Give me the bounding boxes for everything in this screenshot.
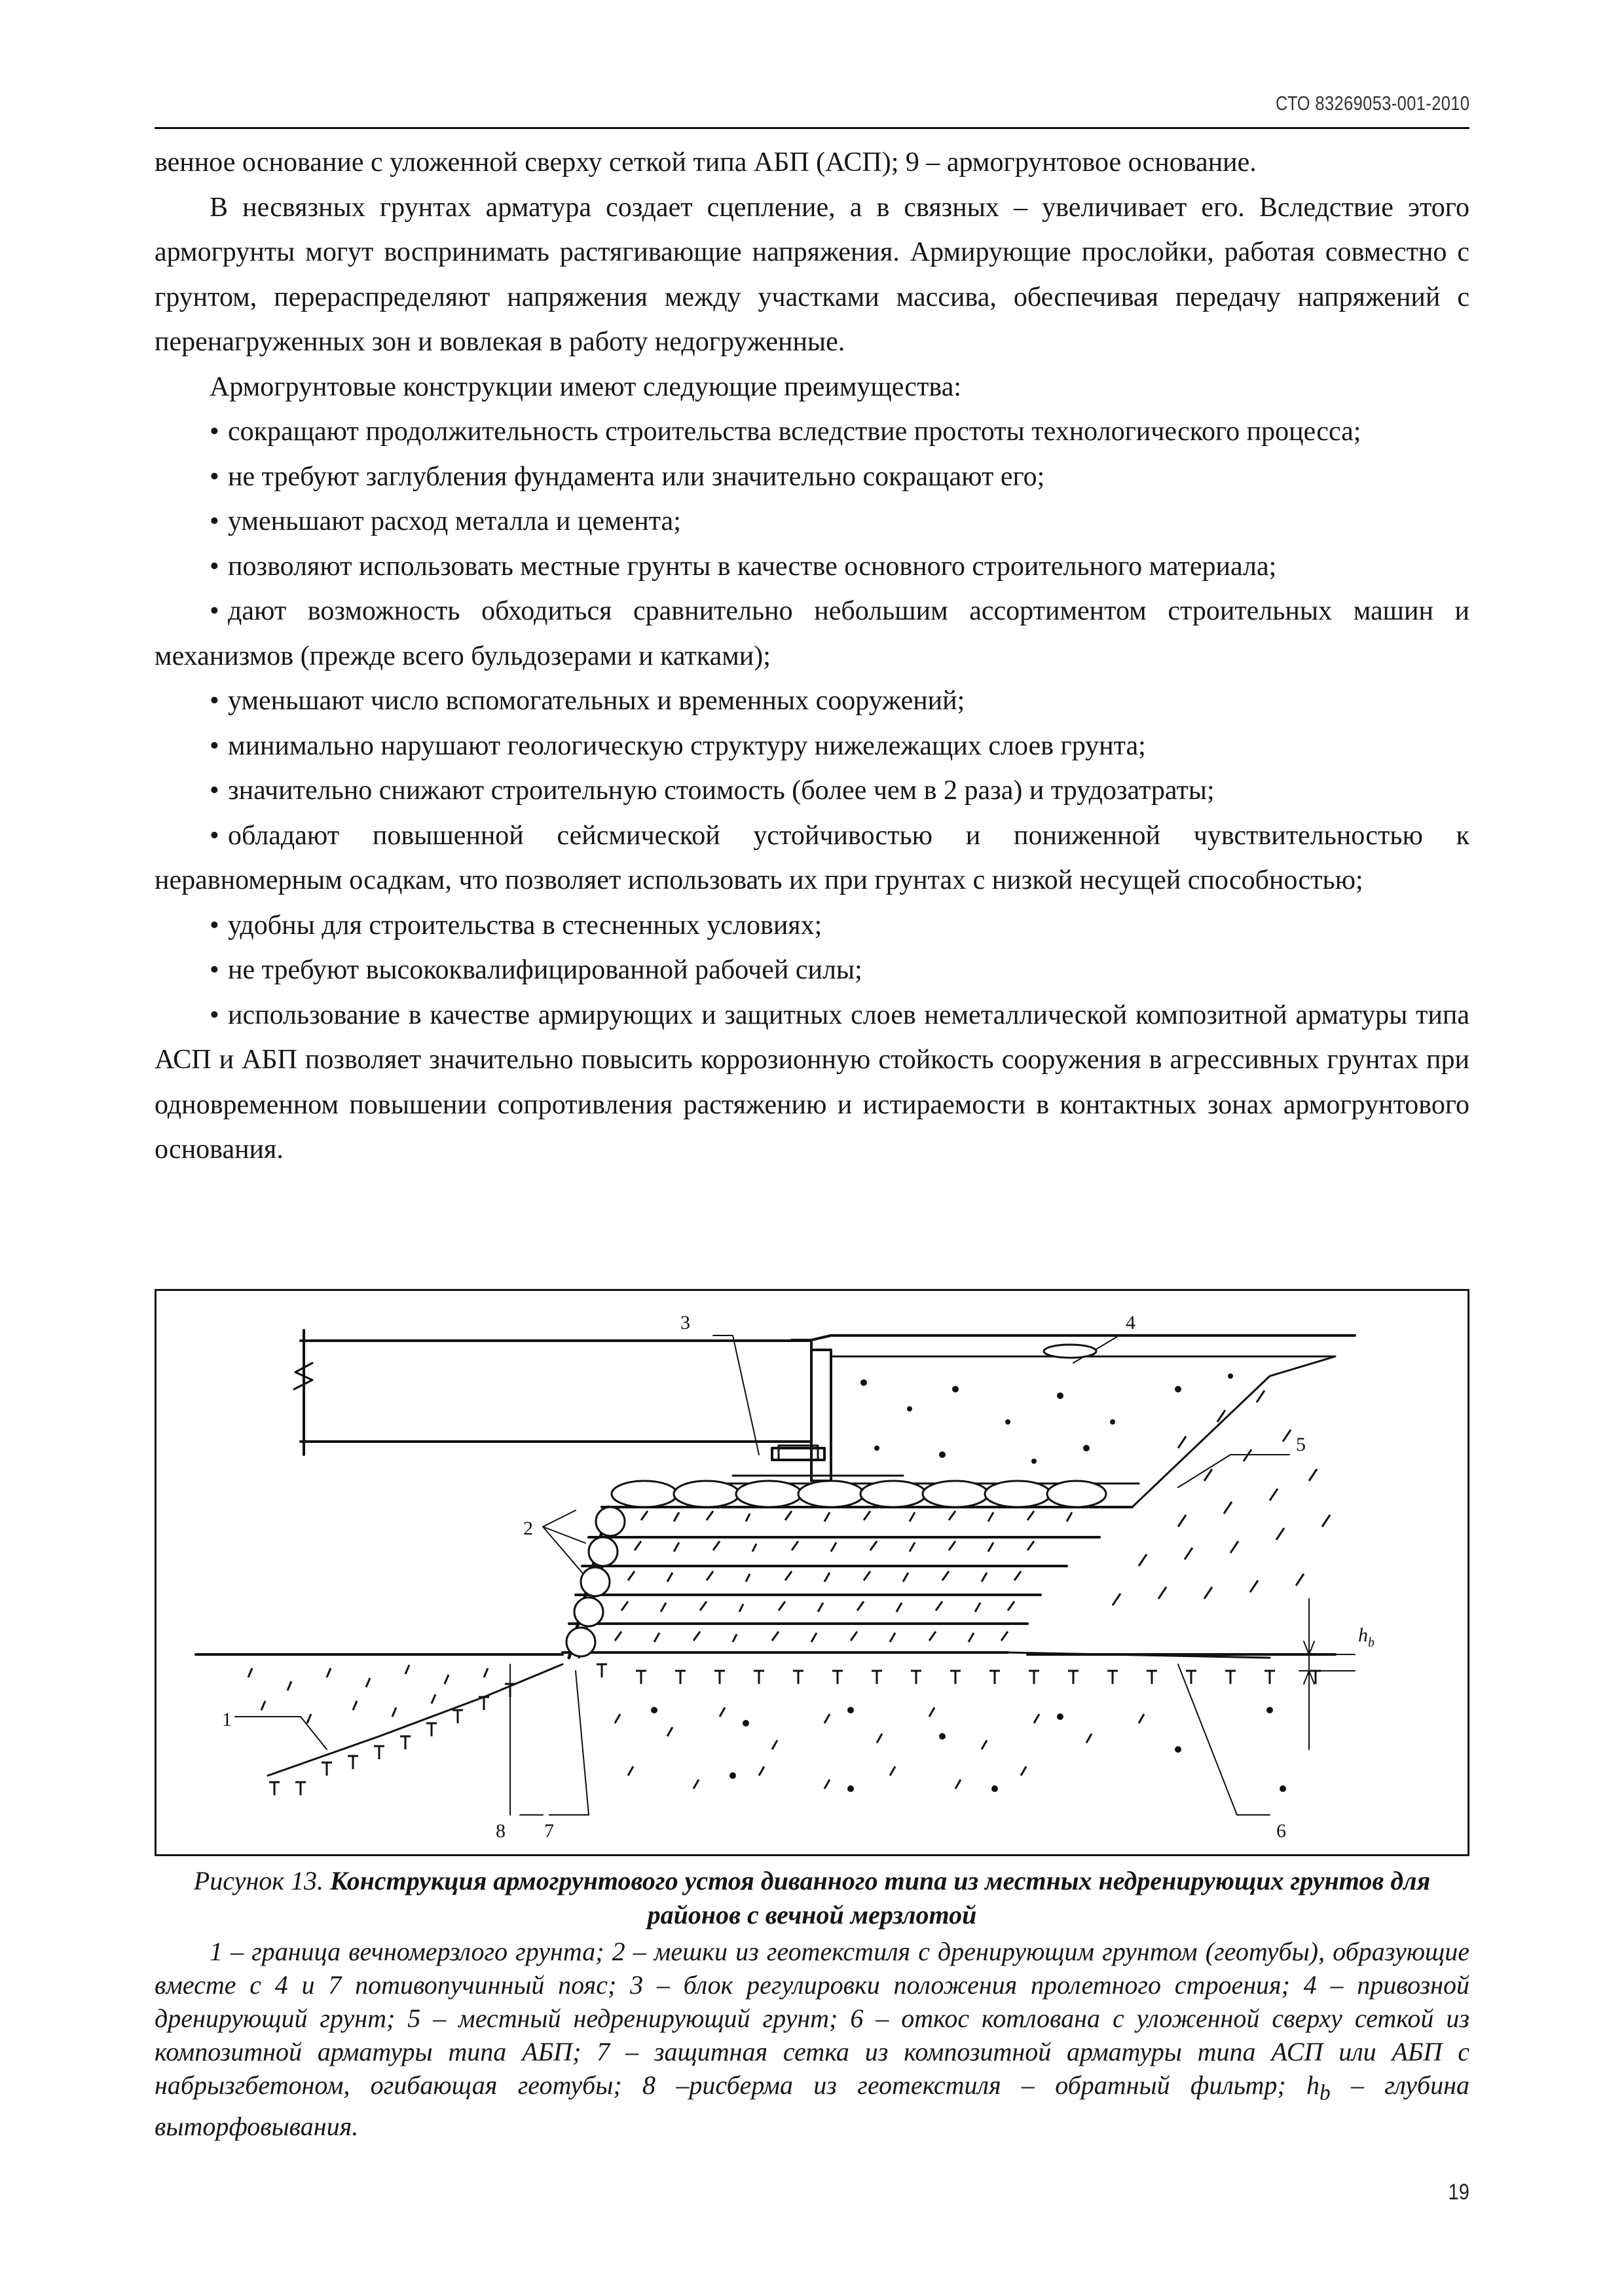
bearing-block [772, 1448, 824, 1460]
leader-5 [1178, 1455, 1289, 1487]
bullet-icon: • [210, 596, 219, 626]
body-text [155, 140, 1469, 1172]
leader-7 [549, 1671, 589, 1815]
bullet-icon: • [210, 730, 219, 761]
label-5: 5 [1296, 1434, 1306, 1455]
caption-legend [155, 1935, 1469, 2143]
bullet-icon: • [210, 820, 219, 851]
list-item: • позволяют использовать местные грунты в качестве основного строительного материала; [155, 544, 1469, 589]
label-8: 8 [496, 1820, 506, 1842]
break-symbol [294, 1363, 312, 1389]
legend-text: 1 – граница вечномерзлого грунта; 2 – мешки из геотекстиля с дренирующим грунтом (геотубы), образующие вместе с 4 и 7 потивопучинный пояс; 3 – блок регулировки положения пролетного строения; 4 – привозной дренирующий грунт; 5 – местный недренирующий грунт; 6 – откос котлована с уложенной сверху сеткой из композитной арматуры типа АБП; 7 – защитная сетка из композитной арматуры типа АСП или АБП с набрызгбетоном, огибающая геотубы; 8 –рисберма из геотекстиля – обратный фильтр; [155, 1937, 1469, 2100]
leader-3 [713, 1335, 759, 1455]
geotube-bags [566, 1345, 1106, 1656]
list-item: • удобны для строительства в стесненных условиях; [155, 903, 1469, 948]
legend-hb: $h_b$ [1306, 2070, 1331, 2105]
permafrost-boundary [268, 1664, 563, 1776]
list-item: • обладают повышенной сейсмической устойчивостью и пониженной чувствительностью к неравномерным осадкам, что позволяет использовать их при грунтах с низкой несущей способностью; [155, 813, 1469, 903]
soil-texture [248, 1390, 1330, 1795]
label-hb: $h_b$ [1358, 1624, 1375, 1650]
caption-prefix: Рисунок 13. [193, 1866, 324, 1895]
span-beam [301, 1341, 811, 1442]
figure-frame [155, 1289, 1469, 1856]
abutment-cross-section-diagram [157, 1291, 1467, 1854]
caption-title [155, 1864, 1469, 1932]
bullet-icon: • [210, 910, 219, 941]
bullet-icon: • [210, 775, 219, 806]
aggregate-dots [651, 1373, 1286, 1792]
label-6: 6 [1276, 1820, 1286, 1842]
list-item: • значительно снижают строительную стоимость (более чем в 2 раза) и трудозатраты; [155, 768, 1469, 813]
figure-caption [155, 1864, 1469, 2143]
legend-tail: – глубина выторфовывания. [155, 2070, 1470, 2141]
leader-1 [235, 1717, 327, 1749]
document-code: СТО 83269053-001-2010 [1275, 92, 1469, 115]
bullet-icon: • [210, 955, 219, 985]
label-4: 4 [1126, 1312, 1135, 1334]
bullet-icon: • [210, 551, 219, 582]
paragraph-reinforcement: В несвязных грунтах арматура создает сцепление, а в связных – увеличивает его. Вследствие этого армогрунты могут воспринимать растягивающие напряжения. Армирующие прослойки, работая совместно с грунтом, перераспределяют напряжения между участками массива, обеспечивая передачу напряжений с перенагруженных зон и вовлекая в работу недогруженные. [155, 192, 1469, 357]
page-number: 19 [1448, 2180, 1469, 2205]
list-item: • использование в качестве армирующих и защитных слоев неметаллической композитной арматуры типа АСП и АБП позволяет значительно повысить коррозионную стойкость сооружения в агрессивных грунтах при одновременном повышении сопротивления растяжению и истираемости в контактных зонах армогрунтового основания. [155, 993, 1469, 1172]
continuation-paragraph: венное основание с уложенной сверху сеткой типа АБП (АСП); 9 – армогрунтовое основание. [155, 147, 1257, 177]
list-item: • минимально нарушают геологическую структуру нижележащих слоев грунта; [155, 724, 1469, 769]
label-3: 3 [680, 1312, 690, 1334]
list-item: • уменьшают число вспомогательных и временных сооружений; [155, 679, 1469, 724]
label-2: 2 [523, 1518, 533, 1539]
list-item: • сокращают продолжительность строительства вследствие простоты технологического процесса; [155, 409, 1469, 455]
bullet-icon: • [210, 506, 219, 536]
bullet-icon: • [210, 999, 219, 1030]
list-item: • дают возможность обходиться сравнительно небольшим ассортиментом строительных машин и механизмов (прежде всего бульдозерами и катками); [155, 589, 1469, 679]
header-divider [155, 127, 1469, 129]
list-item: • не требуют высококвалифицированной рабочей силы; [155, 948, 1469, 993]
list-item: • не требуют заглубления фундамента или значительно сокращают его; [155, 455, 1469, 500]
label-1: 1 [222, 1709, 232, 1730]
bullet-icon: • [210, 686, 219, 716]
caption-heading: Конструкция армогрунтового устоя диванного типа из местных недренирующих грунтов для районов с вечной мерзлотой [330, 1866, 1431, 1930]
bullet-icon: • [210, 461, 219, 492]
paragraph-advantages-intro: Армогрунтовые конструкции имеют следующие преимущества: [210, 371, 962, 402]
list-item: • уменьшают расход металла и цемента; [155, 499, 1469, 544]
leader-2 [543, 1510, 585, 1573]
leader-6 [1178, 1664, 1270, 1815]
bullet-icon: • [210, 417, 219, 447]
label-7: 7 [544, 1820, 554, 1842]
